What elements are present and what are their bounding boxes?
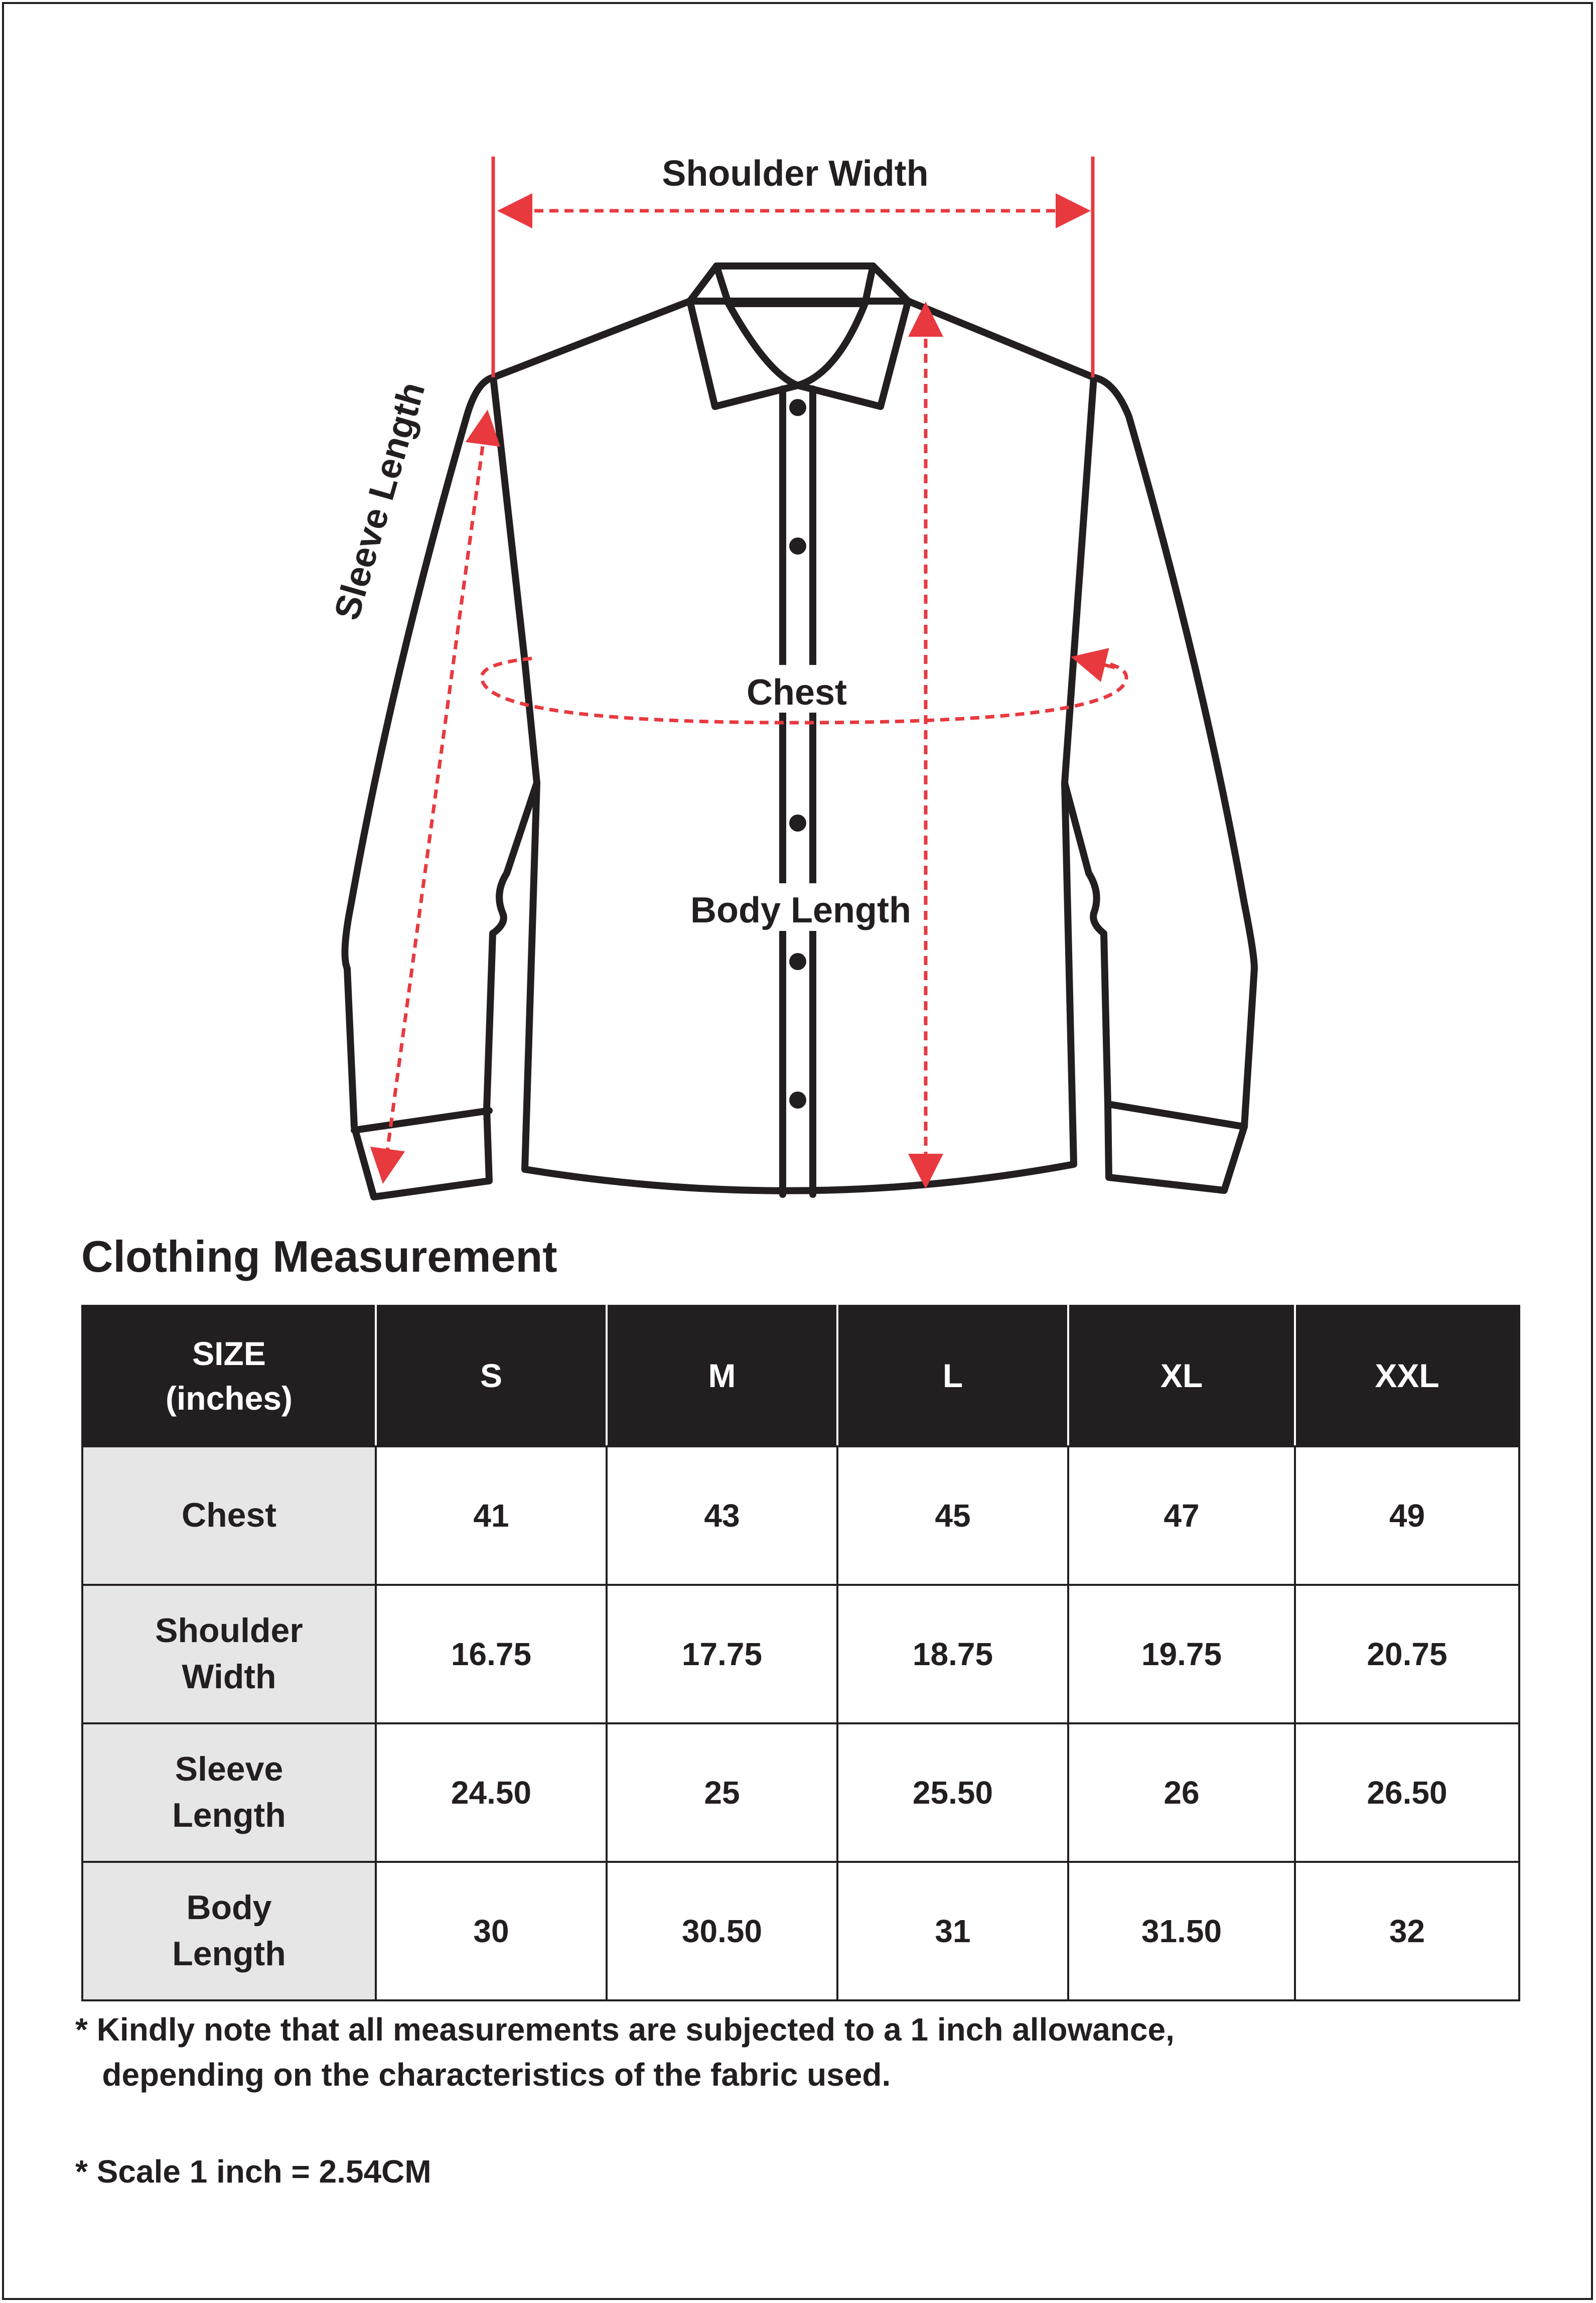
sleeve-length-label: Sleeve Length	[327, 377, 433, 625]
right-cuff-line	[1108, 1104, 1244, 1127]
row-label-line1: Sleeve	[175, 1750, 283, 1789]
table-cell: 47	[1068, 1446, 1295, 1585]
table-row-sleeve-length	[82, 1723, 1519, 1862]
header-size-l: L	[837, 1306, 1068, 1446]
table-cell: 32	[1295, 1862, 1519, 2000]
table-cell: 30	[376, 1862, 607, 2000]
scale-note: * Scale 1 inch = 2.54CM	[75, 2153, 431, 2190]
header-size-line2: (inches)	[165, 1380, 293, 1417]
row-label-sleeve-length	[82, 1723, 376, 1862]
header-size-m: M	[607, 1306, 837, 1446]
header-size-xl: XL	[1068, 1306, 1295, 1446]
row-label-line2: Length	[172, 1935, 286, 1973]
table-cell: 41	[376, 1446, 607, 1585]
header-size-label	[82, 1306, 376, 1446]
table-row-chest	[82, 1446, 1519, 1585]
row-label-line1: Shoulder	[155, 1611, 303, 1650]
button-4	[789, 953, 806, 970]
button-1	[789, 399, 806, 416]
allowance-note	[75, 2007, 1175, 2097]
table-cell: 18.75	[837, 1585, 1068, 1723]
row-label-line1: Body	[186, 1888, 272, 1927]
header-size-line1: SIZE	[192, 1334, 266, 1372]
row-label-chest	[82, 1446, 376, 1585]
row-label-line1: Chest	[182, 1496, 276, 1535]
table-cell: 26	[1068, 1723, 1295, 1862]
table-cell: 17.75	[607, 1585, 837, 1723]
table-cell: 19.75	[1068, 1585, 1295, 1723]
shoulder-width-label: Shoulder Width	[662, 154, 929, 194]
size-chart-table	[81, 1305, 1520, 2001]
left-cuff-line	[354, 1111, 489, 1130]
section-title: Clothing Measurement	[81, 1232, 557, 1281]
button-3	[789, 815, 806, 832]
header-size-xxl: XXL	[1295, 1306, 1519, 1446]
buttons	[789, 399, 806, 1109]
table-row-body-length	[82, 1862, 1519, 2000]
collar-neckline	[729, 304, 865, 385]
table-cell: 31.50	[1068, 1862, 1295, 2000]
body-length-label: Body Length	[690, 890, 911, 930]
allowance-note-line1: * Kindly note that all measurements are subjected to a 1 inch allowance,	[75, 2011, 1175, 2048]
table-cell: 20.75	[1295, 1585, 1519, 1723]
table-cell: 24.50	[376, 1723, 607, 1862]
row-label-shoulder-width	[82, 1585, 376, 1723]
table-row-shoulder-width	[82, 1585, 1519, 1723]
right-sleeve	[1065, 377, 1254, 1190]
table-cell: 31	[837, 1862, 1068, 2000]
table-cell: 49	[1295, 1446, 1519, 1585]
button-5	[789, 1092, 806, 1109]
table-cell: 16.75	[376, 1585, 607, 1723]
allowance-note-line2: depending on the characteristics of the fabric used.	[75, 2056, 891, 2093]
button-2	[789, 537, 806, 555]
table-cell: 30.50	[607, 1862, 837, 2000]
table-cell: 26.50	[1295, 1723, 1519, 1862]
table-header-row	[82, 1306, 1519, 1446]
header-size-s: S	[376, 1306, 607, 1446]
table-cell: 25.50	[837, 1723, 1068, 1862]
shirt-body	[493, 301, 1094, 1191]
table-cell: 45	[837, 1446, 1068, 1585]
chest-label: Chest	[746, 672, 847, 713]
table-cell: 43	[607, 1446, 837, 1585]
table-cell: 25	[607, 1723, 837, 1862]
shirt-placket	[783, 389, 813, 1194]
row-label-body-length	[82, 1862, 376, 2000]
row-label-line2: Width	[182, 1658, 276, 1696]
row-label-line2: Length	[172, 1796, 286, 1834]
